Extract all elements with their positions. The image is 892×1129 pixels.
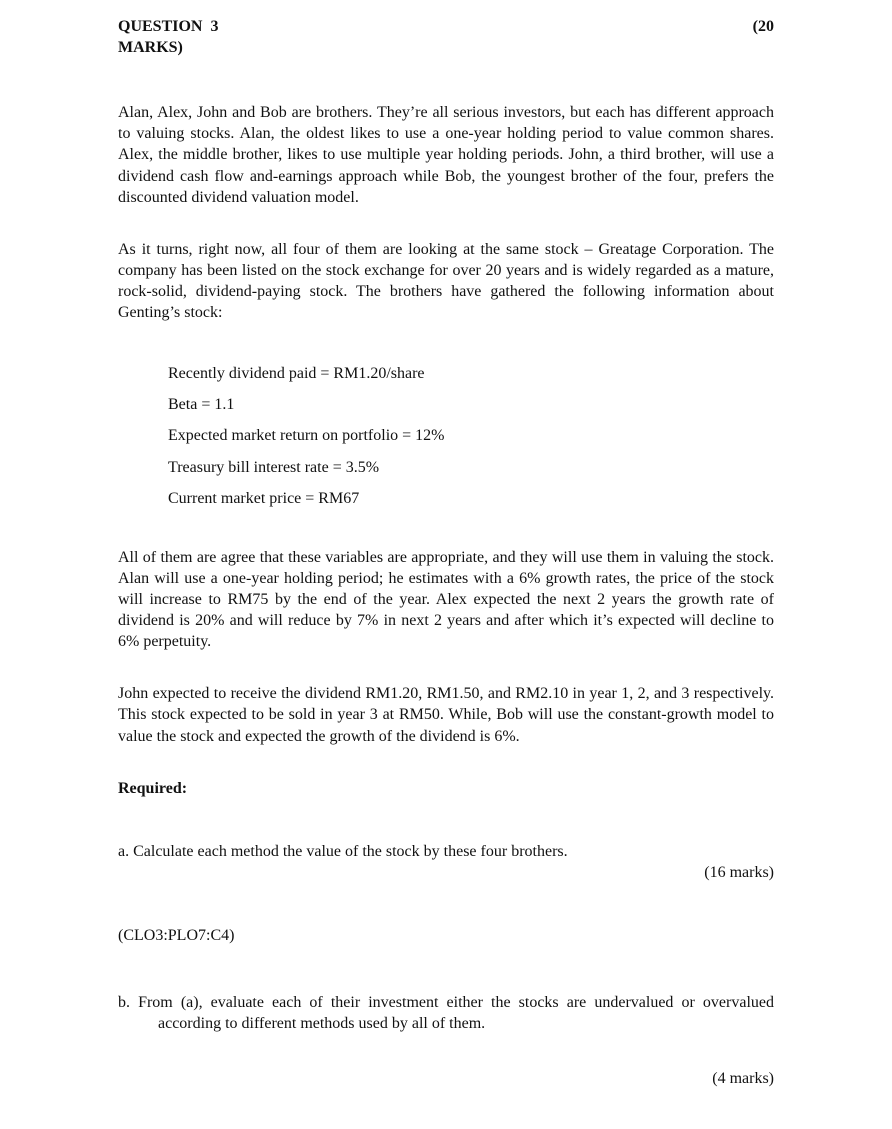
question-header-line1 <box>118 16 774 37</box>
facts-list <box>118 363 774 509</box>
part-a-text: a. Calculate each method the value of the stock by these four brothers. <box>118 842 568 860</box>
paragraph-intro-brothers: Alan, Alex, John and Bob are brothers. They’re all serious investors, but each has different approach to valuing stocks. Alan, the oldest likes to use a one-year holding period to value common shares. Alex, the middle brother, likes to use multiple year holding periods. John, a third brother, will use a dividend cash flow and-earnings approach while Bob, the youngest brother of the four, prefers the discounted dividend valuation model. <box>118 104 774 206</box>
required-heading: Required: <box>118 779 188 797</box>
part-a-marks: (16 marks) <box>704 863 774 881</box>
paragraph-valuation-assumptions: All of them are agree that these variables are appropriate, and they will use them in valuing the stock. Alan will use a one-year holding period; he estimates with a 6% growth rates, the price of the stock will increase to RM75 by the end of the year. Alex expected the next 2 years the growth rate of dividend is 20% and will reduce by 7% in next 2 years and after which it’s expected will decline to 6% perpetuity. <box>118 548 774 651</box>
fact-treasury-rate: Treasury bill interest rate = 3.5% <box>168 458 380 476</box>
fact-market-price: Current market price = RM67 <box>168 489 360 507</box>
question-marks-open: (20 <box>752 18 774 35</box>
question-marks-close: MARKS) <box>118 39 183 57</box>
clo-code: (CLO3:PLO7:C4) <box>118 926 235 944</box>
fact-market-return: Expected market return on portfolio = 12% <box>168 427 445 445</box>
question-header <box>118 16 774 58</box>
question-title: QUESTION 3 <box>118 18 219 35</box>
fact-beta: Beta = 1.1 <box>168 396 235 414</box>
part-b-text: b. From (a), evaluate each of their investment either the stocks are undervalued or overvalued according to different methods used by all of them. <box>118 994 774 1033</box>
fact-dividend-paid: Recently dividend paid = RM1.20/share <box>168 365 425 383</box>
part-b-marks: (4 marks) <box>712 1070 774 1088</box>
paragraph-stock-background: As it turns, right now, all four of them are looking at the same stock – Greatage Corporation. The company has been listed on the stock exchange for over 20 years and is widely regarded as a mature, rock-solid, dividend-paying stock. The brothers have gathered the following information about Genting’s stock: <box>118 240 774 322</box>
paragraph-john-bob-expectations: John expected to receive the dividend RM1.20, RM1.50, and RM2.10 in year 1, 2, and 3 respectively. This stock expected to be sold in year 3 at RM50. While, Bob will use the constant-growth model to value the stock and expected the growth of the dividend is 6%. <box>118 685 774 745</box>
